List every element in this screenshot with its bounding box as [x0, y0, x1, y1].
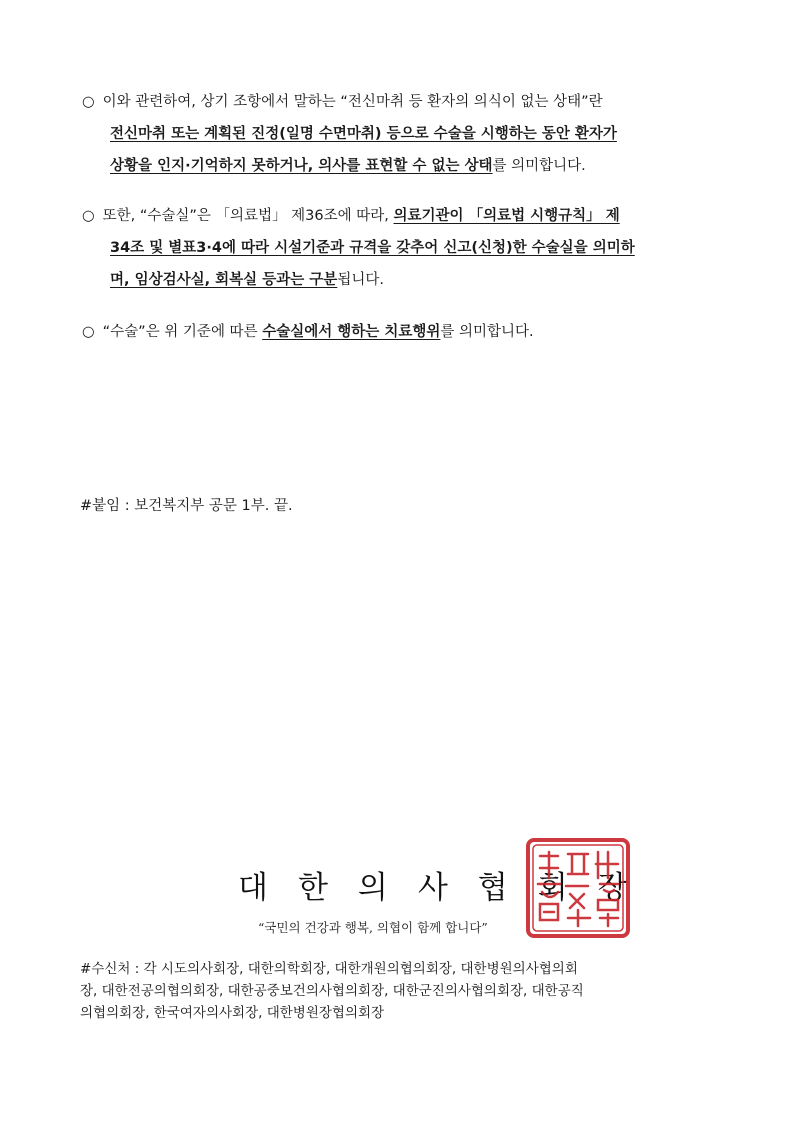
p2-line1-pre: 또한, “수술실”은 「의료법」 제36조에 따라,: [102, 208, 394, 224]
issuer-name: 대한의사협회장: [238, 870, 658, 906]
paragraph-definition-unconscious: [82, 86, 722, 182]
p2-line3-emphasis: 며, 임상검사실, 회복실 등과는 구분: [110, 272, 338, 288]
p1-line3-tail: 를 의미합니다.: [492, 158, 586, 174]
p1-line1: 이와 관련하여, 상기 조항에서 말하는 “전신마취 등 환자의 의식이 없는 상태”란: [102, 94, 603, 110]
paragraph-definition-operating-room: [82, 200, 722, 296]
paragraph-definition-surgery: [82, 316, 722, 348]
p1-line2-emphasis: 전신마취 또는 계획된 진정(일명 수면마취) 등으로 수술을 시행하는 동안 환자가: [110, 126, 617, 142]
bullet-circle: ○: [82, 324, 95, 340]
recipients-line: 장, 대한전공의협의회장, 대한공중보건의사협의회장, 대한군진의사협의회장, 대한공직: [80, 983, 584, 999]
p2-line1-emphasis: 의료기관이 「의료법 시행규칙」 제: [393, 208, 620, 224]
issuer-slogan: “국민의 건강과 행복, 의협이 함께 합니다”: [258, 920, 488, 935]
p1-line3-emphasis: 상황을 인지·기억하지 못하거나, 의사를 표현할 수 없는 상태: [110, 158, 493, 174]
p3-emphasis: 수술실에서 행하는 치료행위: [262, 324, 441, 340]
official-seal-icon: [522, 834, 634, 942]
attachment-note: #붙임 : 보건복지부 공문 1부. 끝.: [80, 498, 293, 514]
p2-line2-emphasis: 34조 및 별표3·4에 따라 시설기준과 규격을 갖추어 신고(신청)한 수술실을 의미하: [110, 240, 635, 256]
p2-line3-tail: 됩니다.: [337, 272, 384, 288]
recipients-line: 의협의회장, 한국여자의사회장, 대한병원장협의회장: [80, 1005, 385, 1021]
p3-pre: “수술”은 위 기준에 따른: [102, 324, 263, 340]
p3-tail: 를 의미합니다.: [440, 324, 534, 340]
bullet-circle: ○: [82, 208, 95, 224]
bullet-circle: ○: [82, 94, 95, 110]
recipients-line: #수신처 : 각 시도의사회장, 대한의학회장, 대한개원의협의회장, 대한병원의사협의회: [80, 961, 578, 977]
recipients-list: [80, 958, 720, 1024]
